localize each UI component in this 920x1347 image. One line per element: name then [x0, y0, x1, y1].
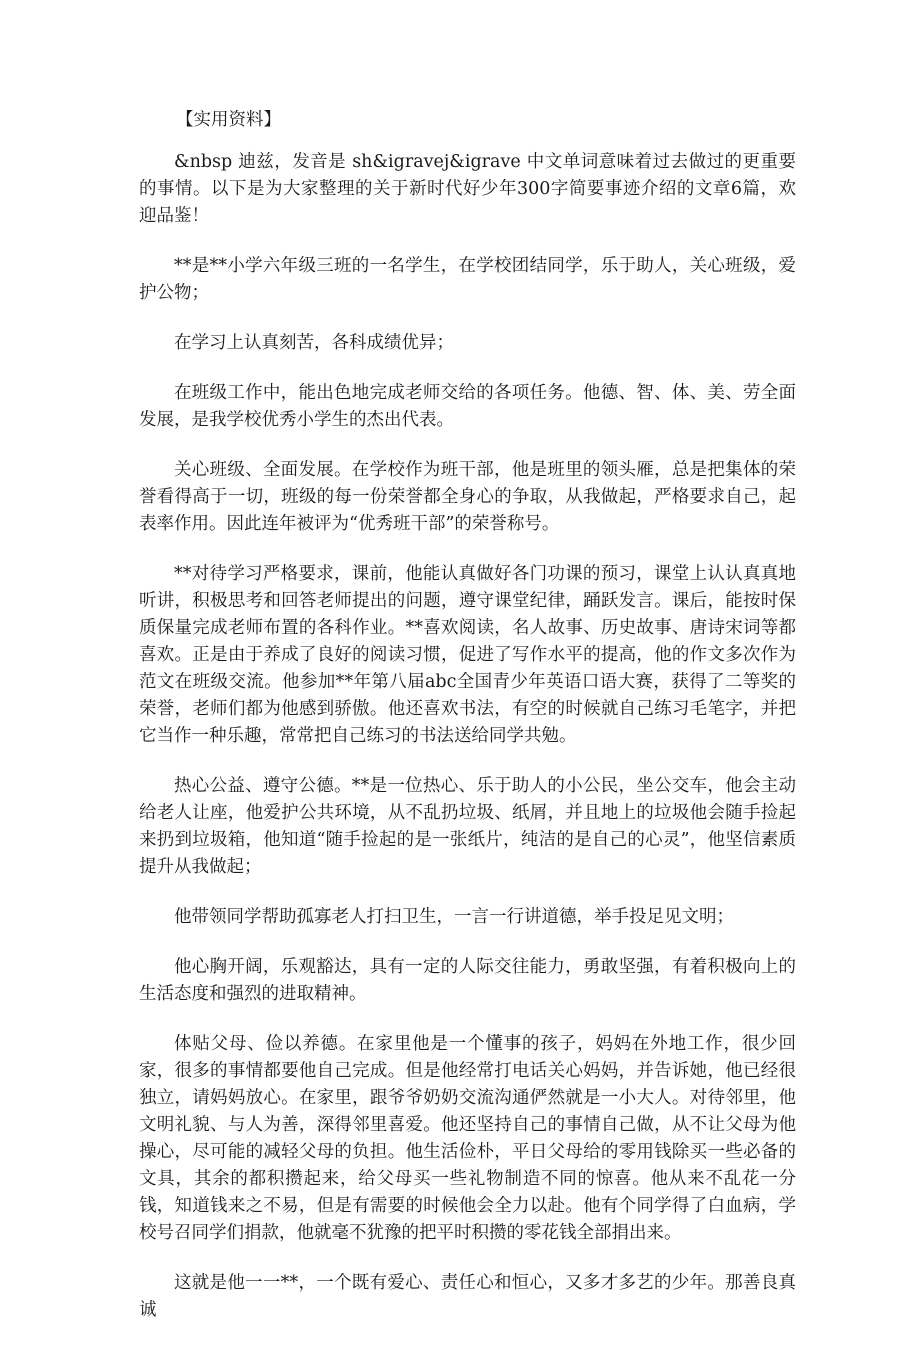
paragraph-student-identity: **是**小学六年级三班的一名学生，在学校团结同学，乐于助人，关心班级，爱护公物； [139, 256, 796, 303]
paragraph-class-leader: 关心班级、全面发展。在学校作为班干部，他是班里的领头雁，总是把集体的荣誉看得高于一切，班级的每一份荣誉都全身心的争取，从我做起，严格要求自己，起表率作用。因此连年被评为“优秀班干部”的荣誉称号。 [139, 460, 796, 534]
document-body [139, 149, 796, 1347]
paragraph-study-diligence: 在学习上认真刻苦，各科成绩优异； [174, 333, 454, 353]
paragraph-class-work: 在班级工作中，能出色地完成老师交给的各项任务。他德、智、体、美、劳全面发展，是我学校优秀小学生的杰出代表。 [139, 383, 796, 430]
paragraph-family: 体贴父母、俭以养德。在家里他是一个懂事的孩子，妈妈在外地工作，很少回家，很多的事情都要他自己完成。但是他经常打电话关心妈妈，并告诉她，他已经很独立，请妈妈放心。在家里，跟爷爷奶奶交流沟通俨然就是一小大人。对待邻里，他文明礼貌、与人为善，深得邻里喜爱。他还坚持自己的事情自己做，从不让父母为他操心，尽可能的减轻父母的负担。他生活俭朴，平日父母给的零用钱除买一些必备的文具，其余的都积攒起来，给父母买一些礼物制造不同的惊喜。他从来不乱花一分钱，知道钱来之不易，但是有需要的时候他会全力以赴。他有个同学得了白血病，学校号召同学们捐款，他就毫不犹豫的把平时积攒的零花钱全部捐出来。 [139, 1034, 796, 1243]
paragraph-helping-elderly: 他带领同学帮助孤寡老人打扫卫生，一言一行讲道德，举手投足见文明； [174, 907, 734, 927]
paragraph-study-habits: **对待学习严格要求，课前，他能认真做好各门功课的预习，课堂上认认真真地听讲，积极思考和回答老师提出的问题，遵守课堂纪律，踊跃发言。课后，能按时保质保量完成老师布置的各科作业。**喜欢阅读，名人故事、历史故事、唐诗宋词等都喜欢。正是由于养成了良好的阅读习惯，促进了写作水平的提高，他的作文多次作为范文在班级交流。他参加**年第八届abc全国青少年英语口语大赛，获得了二等奖的荣誉，老师们都为他感到骄傲。他还喜欢书法，有空的时候就自己练习毛笔字，并把它当作一种乐趣，常常把自己练习的书法送给同学共勉。 [139, 564, 796, 746]
paragraph-intro: &nbsp 迪兹，发音是 sh&igravej&igrave 中文单词意味着过去做过的更重要的事情。以下是为大家整理的关于新时代好少年300字简要事迹介绍的文章6篇，欢迎品鉴！ [139, 152, 796, 226]
paragraph-personality: 他心胸开阔，乐观豁达，具有一定的人际交往能力，勇敢坚强，有着积极向上的生活态度和强烈的进取精神。 [139, 957, 796, 1004]
paragraph-public-welfare: 热心公益、遵守公德。**是一位热心、乐于助人的小公民，坐公交车，他会主动给老人让座，他爱护公共环境，从不乱扔垃圾、纸屑，并且地上的垃圾他会随手捡起来扔到垃圾箱，他知道“随手捡起的是一张纸片，纯洁的是自己的心灵”，他坚信素质提升从我做起； [139, 776, 796, 877]
paragraph-conclusion: 这就是他一一**，一个既有爱心、责任心和恒心，又多才多艺的少年。那善良真诚 [139, 1273, 796, 1320]
document-header: 【实用资料】 [176, 110, 281, 130]
